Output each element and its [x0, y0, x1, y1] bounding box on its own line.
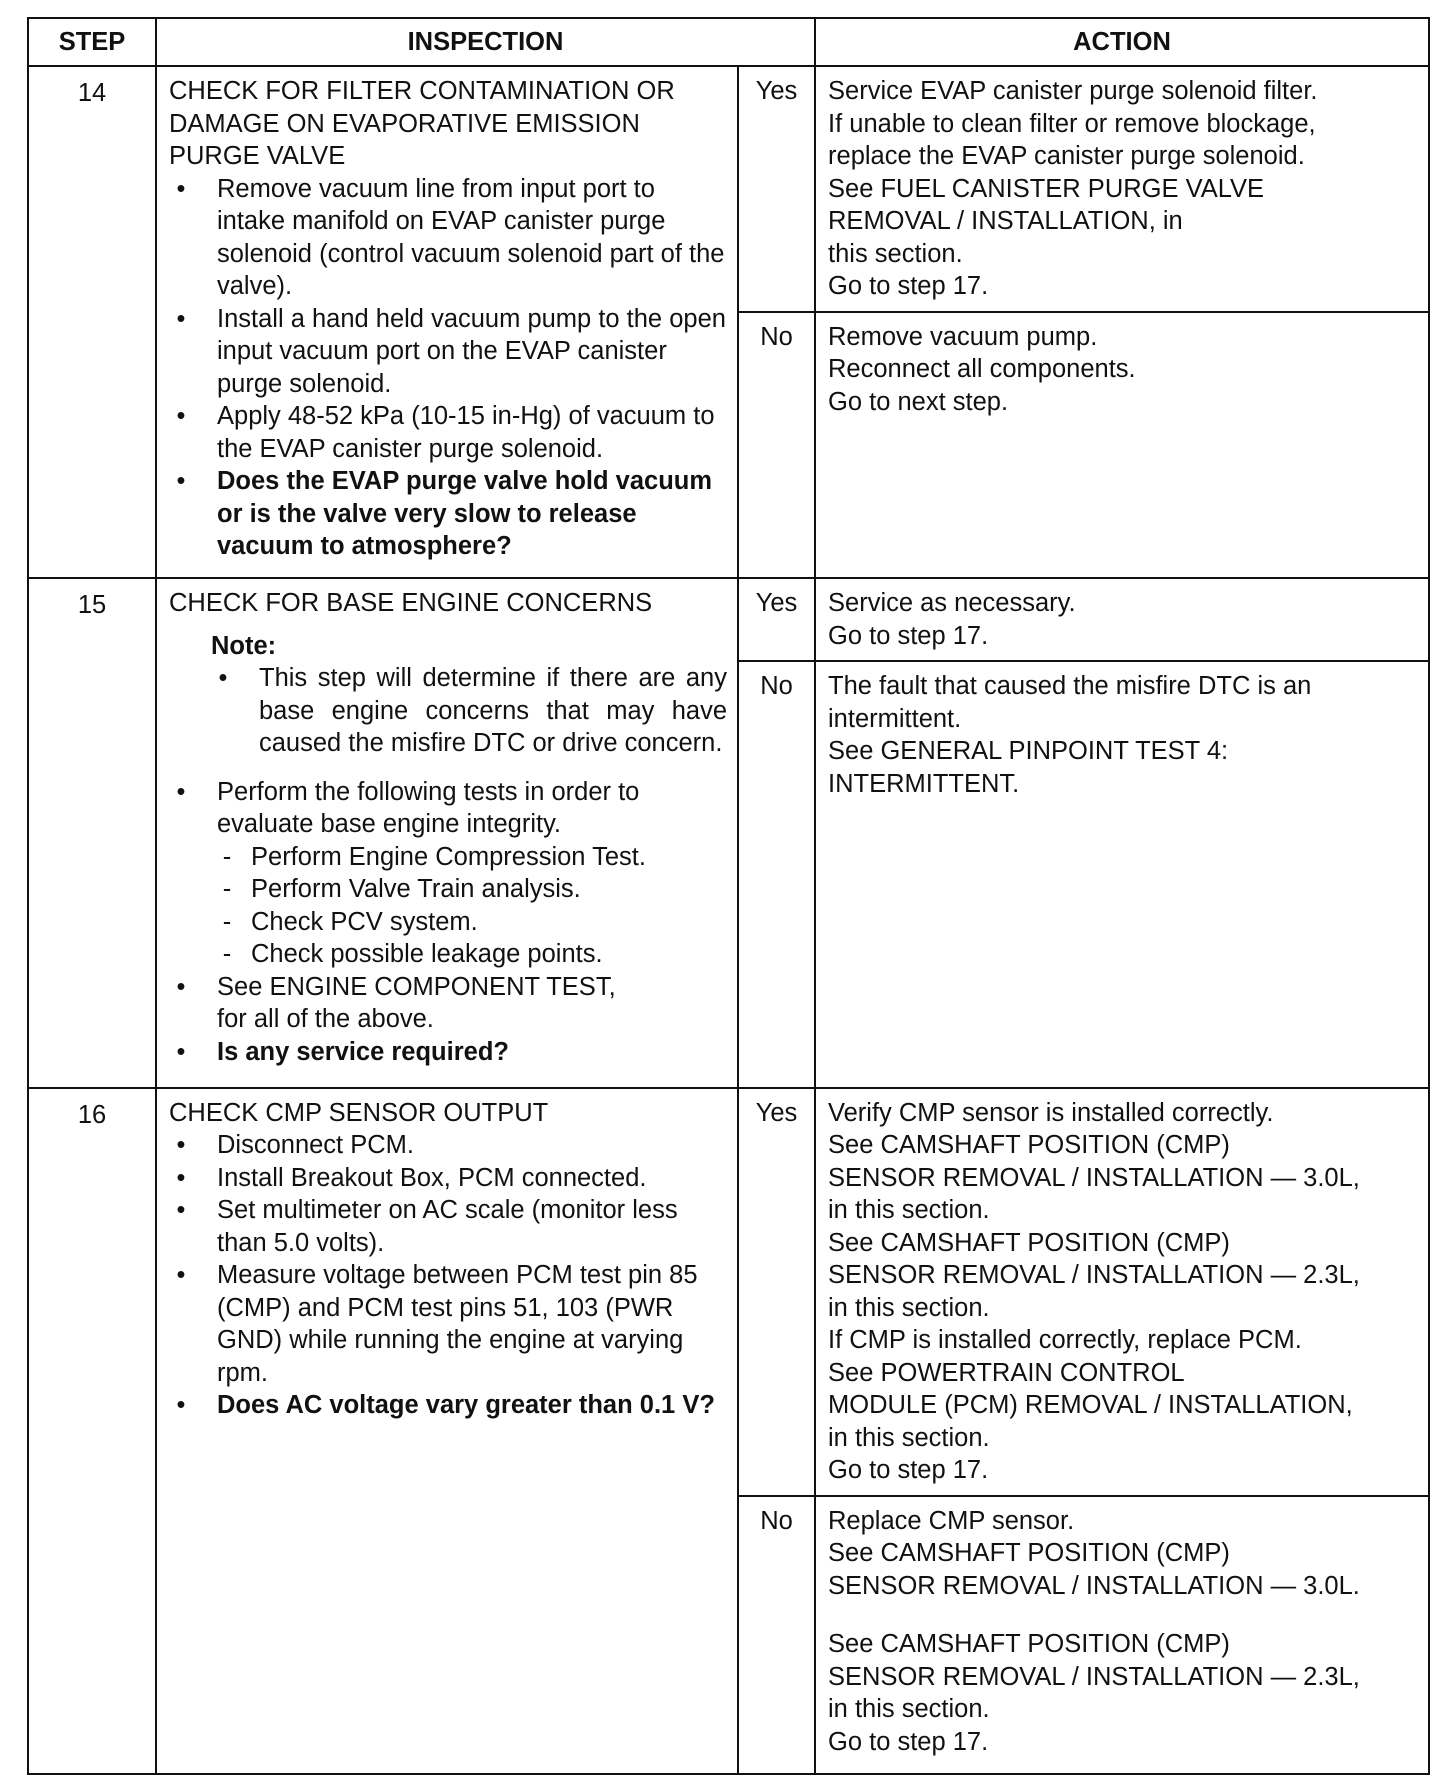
step-15-inspection — [156, 578, 738, 1088]
dash-icon: - — [222, 940, 232, 969]
step-14-yes-row — [28, 66, 1429, 312]
bullet-icon: • — [176, 1261, 186, 1290]
yes-action: Verify CMP sensor is installed correctly. See CAMSHAFT POSITION (CMP) SENSOR REMOVAL / INSTALLATION — 3.0L, in this section. See CAMSHAFT POSITION (CMP) SENSOR REMOVAL / INSTALLATION — 2.3L, in this section. If CMP is installed correctly, replace PCM. See POWERTRAIN CONTROL MODULE (PCM) REMOVAL / INSTALLATION, in this section. Go to step 17. — [815, 1088, 1429, 1496]
list-item: • Perform the following tests in order to evaluate base engine integrity. - Perform Engine Compression Test. - Perform Valve Train analysis. - Check PCV system. - Check possible leakage points. — [169, 776, 727, 971]
dash-icon: - — [222, 907, 232, 936]
bullet-icon: • — [176, 1037, 186, 1066]
sub-list-item: - Perform Engine Compression Test. — [217, 841, 727, 874]
step-title: CHECK FOR BASE ENGINE CONCERNS — [169, 589, 653, 618]
no-label: No — [738, 661, 815, 1088]
list-item: • Install a hand held vacuum pump to the open input vacuum port on the EVAP canister purge solenoid. — [169, 303, 727, 401]
bullet-icon: • — [176, 1196, 186, 1225]
diagnostic-table-sheet — [27, 17, 1428, 1775]
yes-label: Yes — [738, 1088, 815, 1496]
bullet-icon: • — [176, 972, 186, 1001]
sub-list — [217, 841, 727, 971]
list-item: • Install Breakout Box, PCM connected. — [169, 1162, 727, 1195]
list-item: • Apply 48-52 kPa (10-15 in-Hg) of vacuum to the EVAP canister purge solenoid. — [169, 400, 727, 465]
step-number: 14 — [28, 66, 156, 578]
inspection-list — [169, 776, 727, 1069]
bullet-icon: • — [176, 1163, 186, 1192]
header-inspection: INSPECTION — [156, 18, 815, 66]
dash-icon: - — [222, 875, 232, 904]
yes-label: Yes — [738, 66, 815, 312]
no-action: Replace CMP sensor. See CAMSHAFT POSITION (CMP) SENSOR REMOVAL / INSTALLATION — 3.0L. See CAMSHAFT POSITION (CMP) SENSOR REMOVAL / INSTALLATION — 2.3L, in this section. Go to step 17. — [815, 1496, 1429, 1774]
pinpoint-test-table — [27, 17, 1430, 1775]
list-item: • Remove vacuum line from input port to intake manifold on EVAP canister purge solenoid (control vacuum solenoid part of the valve). — [169, 173, 727, 303]
bullet-icon: • — [176, 467, 186, 495]
inspection-question: Does AC voltage vary greater than 0.1 V? — [217, 1391, 715, 1420]
step-14-inspection — [156, 66, 738, 578]
bullet-icon: • — [176, 174, 186, 203]
list-item: • Disconnect PCM. — [169, 1129, 727, 1162]
step-15-yes-row — [28, 578, 1429, 661]
inspection-question: Is any service required? — [217, 1037, 509, 1066]
no-label: No — [738, 312, 815, 579]
inspection-list — [169, 173, 727, 563]
yes-action: Service as necessary. Go to step 17. — [815, 578, 1429, 661]
bullet-icon: • — [176, 304, 186, 333]
bullet-icon: • — [176, 402, 186, 430]
list-item — [169, 465, 727, 563]
inspection-list — [169, 1129, 727, 1422]
sub-list-item: - Check possible leakage points. — [217, 938, 727, 971]
step-number: 15 — [28, 578, 156, 1088]
note-title: Note: — [211, 631, 277, 660]
bullet-icon: • — [176, 777, 186, 806]
list-item: • This step will determine if there are any base engine concerns that may have caused the misfire DTC or drive concern. — [211, 662, 727, 760]
note-list — [211, 662, 727, 760]
bullet-icon: • — [176, 1391, 186, 1420]
yes-action: Service EVAP canister purge solenoid filter. If unable to clean filter or remove blockage, replace the EVAP canister purge solenoid. See FUEL CANISTER PURGE VALVE REMOVAL / INSTALLATION, in this section. Go to step 17. — [815, 66, 1429, 312]
step-16-yes-row — [28, 1088, 1429, 1496]
list-item — [169, 1036, 727, 1069]
list-item: • Set multimeter on AC scale (monitor less than 5.0 volts). — [169, 1194, 727, 1259]
step-title: CHECK FOR FILTER CONTAMINATION OR DAMAGE ON EVAPORATIVE EMISSION PURGE VALVE — [169, 77, 675, 170]
no-action: The fault that caused the misfire DTC is an intermittent. See GENERAL PINPOINT TEST 4: INTERMITTENT. — [815, 661, 1429, 1088]
bullet-icon: • — [218, 664, 228, 693]
no-label: No — [738, 1496, 815, 1774]
no-action: Remove vacuum pump. Reconnect all components. Go to next step. — [815, 312, 1429, 579]
paragraph-gap — [828, 1602, 1418, 1628]
header-row — [28, 18, 1429, 66]
list-item — [169, 1389, 727, 1422]
step-title: CHECK CMP SENSOR OUTPUT — [169, 1098, 549, 1127]
inspection-question: Does the EVAP purge valve hold vacuum or is the valve very slow to release vacuum to atmosphere? — [217, 467, 713, 560]
list-item: • See ENGINE COMPONENT TEST, for all of the above. — [169, 971, 727, 1036]
bullet-icon: • — [176, 1131, 186, 1160]
header-step: STEP — [28, 18, 156, 66]
yes-label: Yes — [738, 578, 815, 661]
sub-list-item: - Perform Valve Train analysis. — [217, 873, 727, 906]
header-action: ACTION — [815, 18, 1429, 66]
list-item: • Measure voltage between PCM test pin 85 (CMP) and PCM test pins 51, 103 (PWR GND) while running the engine at varying rpm. — [169, 1259, 727, 1389]
dash-icon: - — [222, 842, 232, 871]
sub-list-item: - Check PCV system. — [217, 906, 727, 939]
step-16-inspection — [156, 1088, 738, 1774]
step-number: 16 — [28, 1088, 156, 1774]
